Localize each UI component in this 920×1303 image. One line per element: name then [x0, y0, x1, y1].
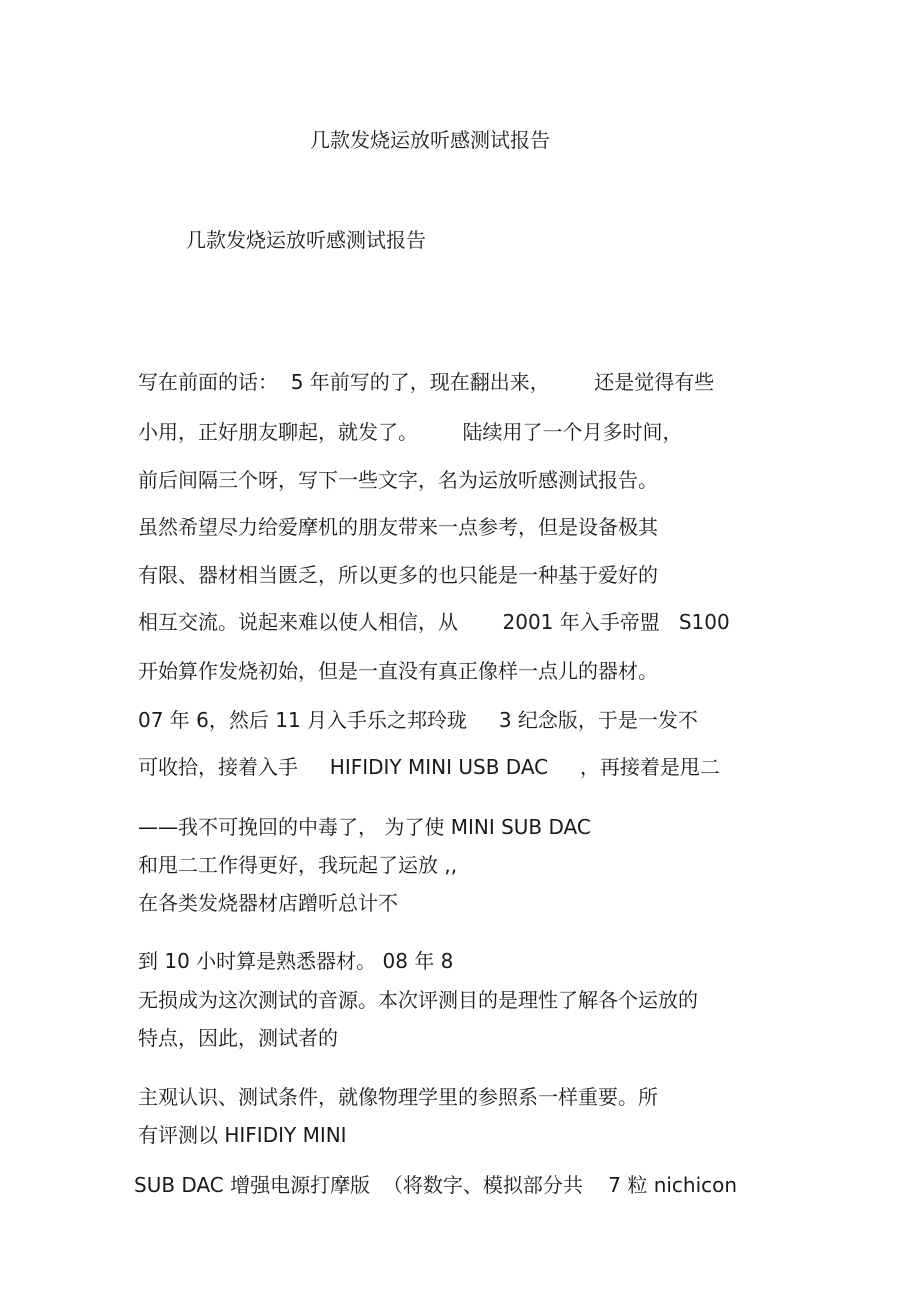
body-line: 相互交流。说起来难以使人相信，从 2001 年入手帝盟 S100 — [138, 610, 730, 634]
body-line: 可收拾，接着入手 HIFIDIY MINI USB DAC ，再接着是甩二 — [138, 755, 720, 779]
body-line: 虽然希望尽力给爱摩机的朋友带来一点参考，但是设备极其 — [138, 515, 658, 539]
body-line: 07 年 6，然后 11 月入手乐之邦玲珑 3 纪念版，于是一发不 — [138, 708, 698, 732]
body-line: ——我不可挽回的中毒了， 为了使 MINI SUB DAC — [138, 815, 591, 839]
body-line: 特点，因此，测试者的 — [138, 1026, 338, 1050]
body-line: 主观认识、测试条件，就像物理学里的参照系一样重要。所 — [138, 1085, 658, 1109]
body-line: 开始算作发烧初始，但是一直没有真正像样一点儿的器材。 — [138, 659, 658, 683]
document-title: 几款发烧运放听感测试报告 — [310, 128, 550, 152]
body-line: 在各类发烧器材店蹭听总计不 — [138, 891, 398, 915]
body-line: 无损成为这次测试的音源。本次评测目的是理性了解各个运放的 — [138, 988, 698, 1012]
body-line: 写在前面的话： 5 年前写的了，现在翻出来， 还是觉得有些 — [138, 370, 715, 394]
body-line: 小用，正好朋友聊起，就发了。 陆续用了一个月多时间， — [138, 420, 683, 444]
document-subtitle: 几款发烧运放听感测试报告 — [186, 228, 426, 252]
body-line: SUB DAC 增强电源打摩版 （将数字、模拟部分共 7 粒 nichicon — [134, 1173, 738, 1197]
body-line: 前后间隔三个呀，写下一些文字，名为运放听感测试报告。 — [138, 468, 658, 492]
body-line: 和甩二工作得更好，我玩起了运放 ,, — [138, 853, 458, 877]
body-line: 到 10 小时算是熟悉器材。 08 年 8 — [138, 949, 454, 973]
body-line: 有限、器材相当匮乏，所以更多的也只能是一种基于爱好的 — [138, 563, 658, 587]
body-line: 有评测以 HIFIDIY MINI — [138, 1123, 347, 1147]
